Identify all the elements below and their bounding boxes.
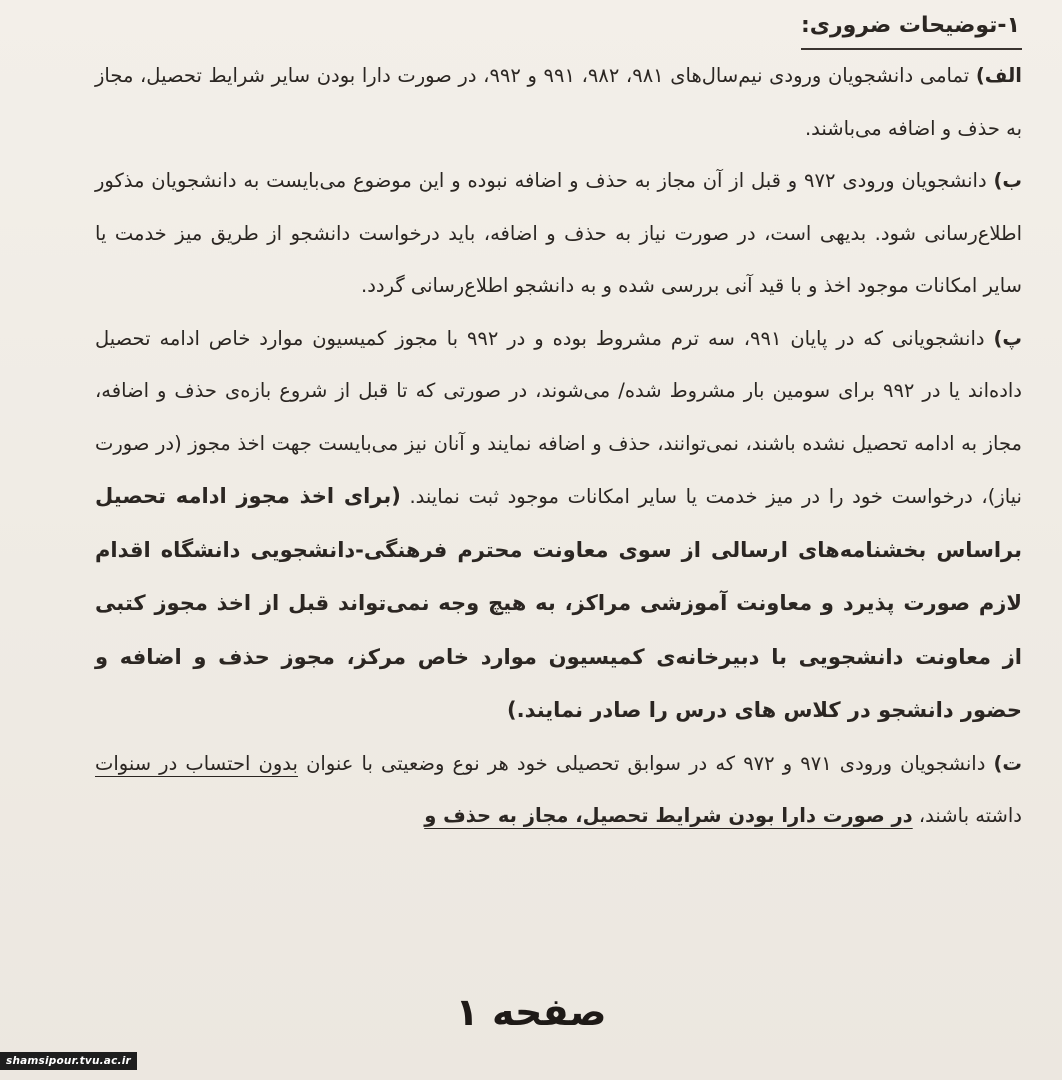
paragraph-pe-text: دانشجویانی که در پایان ۹۹۱، سه ترم مشروط بوده و در ۹۹۲ با مجوز کمیسیون موارد خاص ادامه تحصیل داده‌اند یا در ۹۹۲ برای سومین بار مشروط شده/ می‌شوند، در صورتی که تا قبل از شروع بازه‌ی حذف و اضافه، مجاز به ادامه تحصیل نشده باشند، نمی‌توانند، حذف و اضافه نمایند و آنان نیز می‌بایست جهت اخذ مجوز (در صورت نیاز)، درخواست خود را در میز خدمت یا سایر امکانات موجود ثبت نمایند. [95, 326, 1022, 508]
paragraph-be-label: ب) [993, 169, 1022, 192]
paragraph-te-text-1: دانشجویان ورودی ۹۷۱ و ۹۷۲ که در سوابق تحصیلی خود هر نوع وضعیتی با عنوان [297, 751, 994, 775]
document-body [95, 4, 1022, 843]
paragraph-be [95, 155, 1022, 313]
paragraph-te-label: ت) [993, 751, 1023, 775]
paragraph-pe-bold-note: (برای اخذ مجوز ادامه تحصیل براساس بخشنامه‌های ارسالی از سوی معاونت محترم فرهنگی-دانشجویی دانشگاه اقدام لازم صورت پذیرد و معاونت آموزشی مراکز، به هیچ وجه نمی‌تواند قبل از اخذ مجوز کتبی از معاونت دانشجویی با دبیرخانه‌ی کمیسیون موارد خاص مرکز، مجوز حذف و اضافه و حضور دانشجو در کلاس های درس را صادر نمایند.) [95, 484, 1022, 722]
paragraph-pe-label: پ) [993, 326, 1022, 350]
paragraph-alef-text: تمامی دانشجویان ورودی نیم‌سال‌های ۹۸۱، ۹۸۲، ۹۹۱ و ۹۹۲، در صورت دارا بودن سایر شرایط تحصیل، مجاز به حذف و اضافه می‌باشند. [95, 64, 1022, 140]
paragraph-te-underlined: بدون احتساب در سنوات [95, 751, 298, 775]
paragraph-pe [95, 313, 1022, 738]
paragraph-te-bold-underlined: در صورت دارا بودن شرایط تحصیل، مجاز به حذف و [424, 804, 913, 827]
paragraph-be-text: دانشجویان ورودی ۹۷۲ و قبل از آن مجاز به حذف و اضافه نبوده و این موضوع می‌بایست به دانشجویان مذکور اطلاع‌رسانی شود. بدیهی است، در صورت نیاز به حذف و اضافه، باید درخواست دانشجو از طریق میز خدمت یا سایر امکانات موجود اخذ و با قید آنی بررسی شده و به دانشجو اطلاع‌رسانی گردد. [95, 169, 1022, 297]
paragraph-alef-label: الف) [975, 64, 1022, 87]
page-number: صفحه ۱ [455, 990, 607, 1034]
paragraph-te-text-2: داشته باشند، [912, 804, 1022, 827]
section-heading: ۱-توضیحات ضروری: [801, 4, 1022, 50]
source-watermark: shamsipour.tvu.ac.ir [0, 1052, 137, 1070]
paragraph-te [95, 738, 1022, 843]
paragraph-alef [95, 50, 1022, 155]
